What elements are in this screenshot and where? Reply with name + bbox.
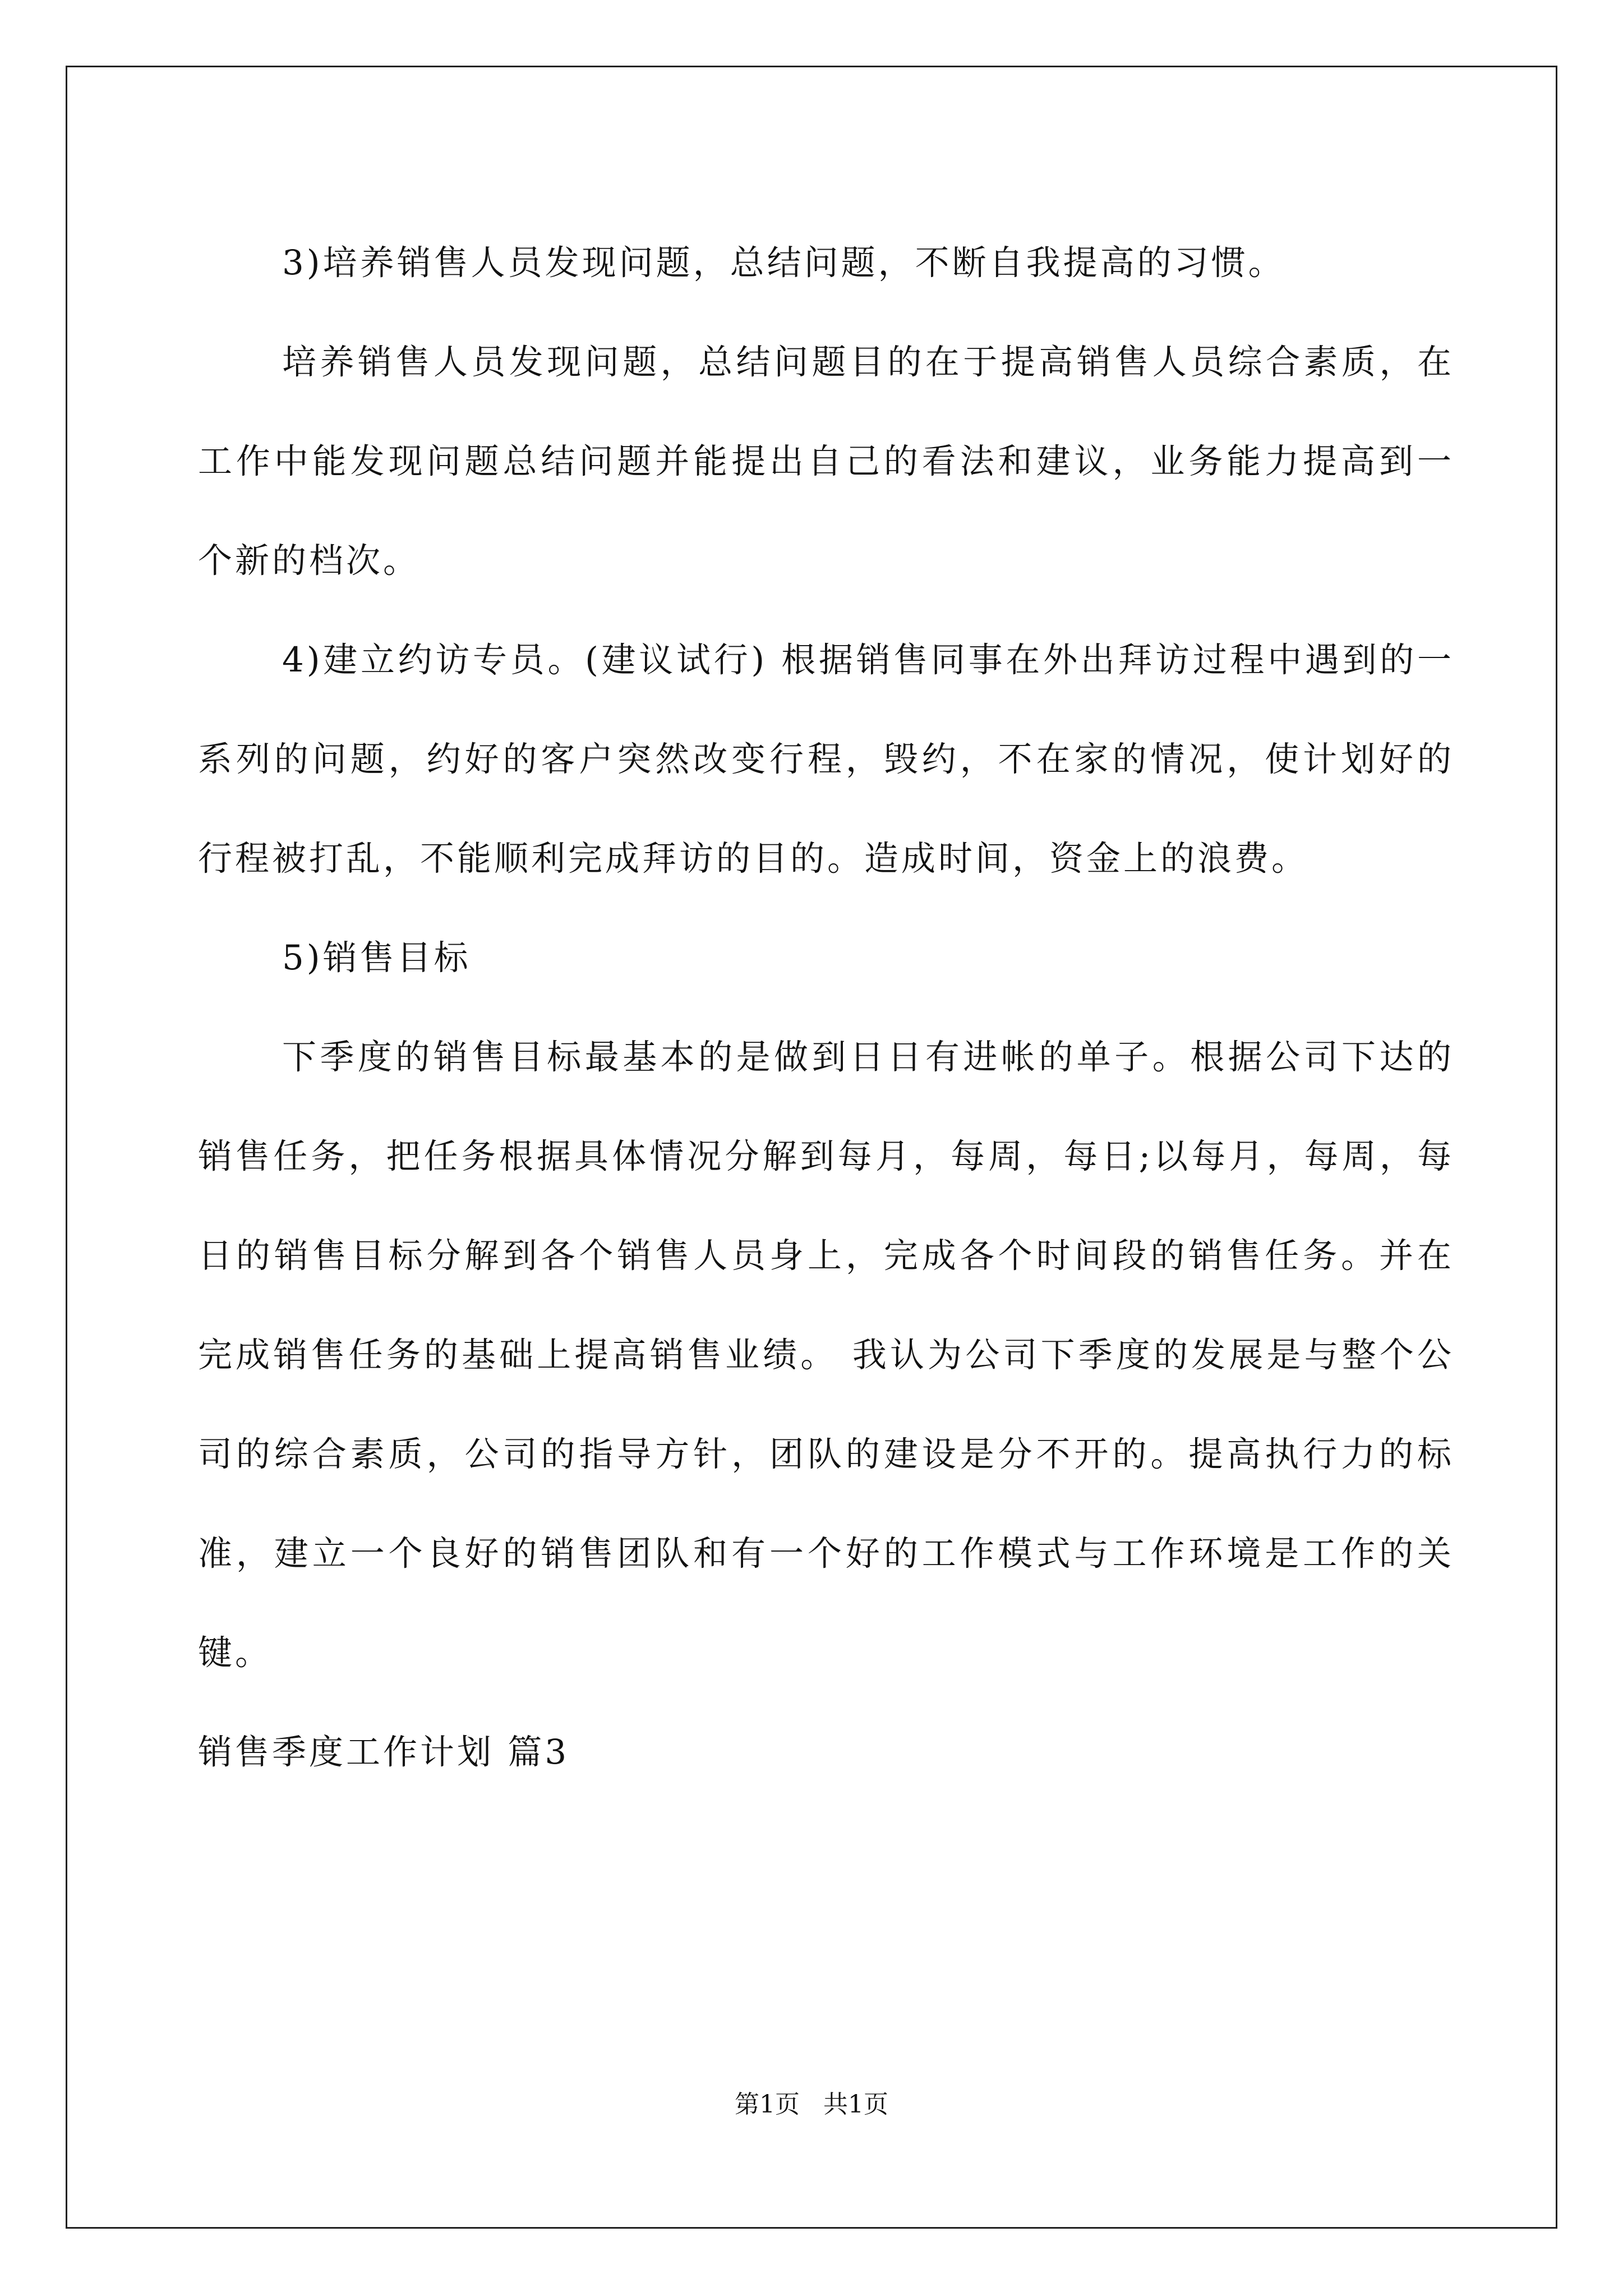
paragraph-2: 培养销售人员发现问题，总结问题目的在于提高销售人员综合素质，在工作中能发现问题总结问题并能提出自己的看法和建议，业务能力提高到一个新的档次。 bbox=[198, 342, 1454, 581]
paragraph-4: 5)销售目标 bbox=[282, 938, 471, 978]
paragraph-5: 下季度的销售目标最基本的是做到日日有进帐的单子。根据公司下达的销售任务，把任务根据具体情况分解到每月，每周，每日;以每月，每周，每日的销售目标分解到各个销售人员身上，完成各个时间段的销售任务。并在完成销售任务的基础上提高销售业绩。 我认为公司下季度的发展是与整个公司的综合素质，公司的指导方针，团队的建设是分不开的。提高执行力的标准，建立一个良好的销售团队和有一个好的工作模式与工作环境是工作的关键。 bbox=[198, 1037, 1454, 1673]
paragraph-3: 4)建立约访专员。(建议试行) 根据销售同事在外出拜访过程中遇到的一系列的问题，约好的客户突然改变行程，毁约，不在家的情况，使计划好的行程被打乱，不能顺利完成拜访的目的。造成时间，资金上的浪费。 bbox=[198, 640, 1454, 878]
document-body bbox=[198, 213, 1454, 1802]
page-number-footer: 第1页 共1页 bbox=[735, 2090, 888, 2119]
section-heading: 销售季度工作计划 篇3 bbox=[198, 1732, 570, 1772]
paragraph-1: 3)培养销售人员发现问题，总结问题，不断自我提高的习惯。 bbox=[282, 243, 1285, 283]
